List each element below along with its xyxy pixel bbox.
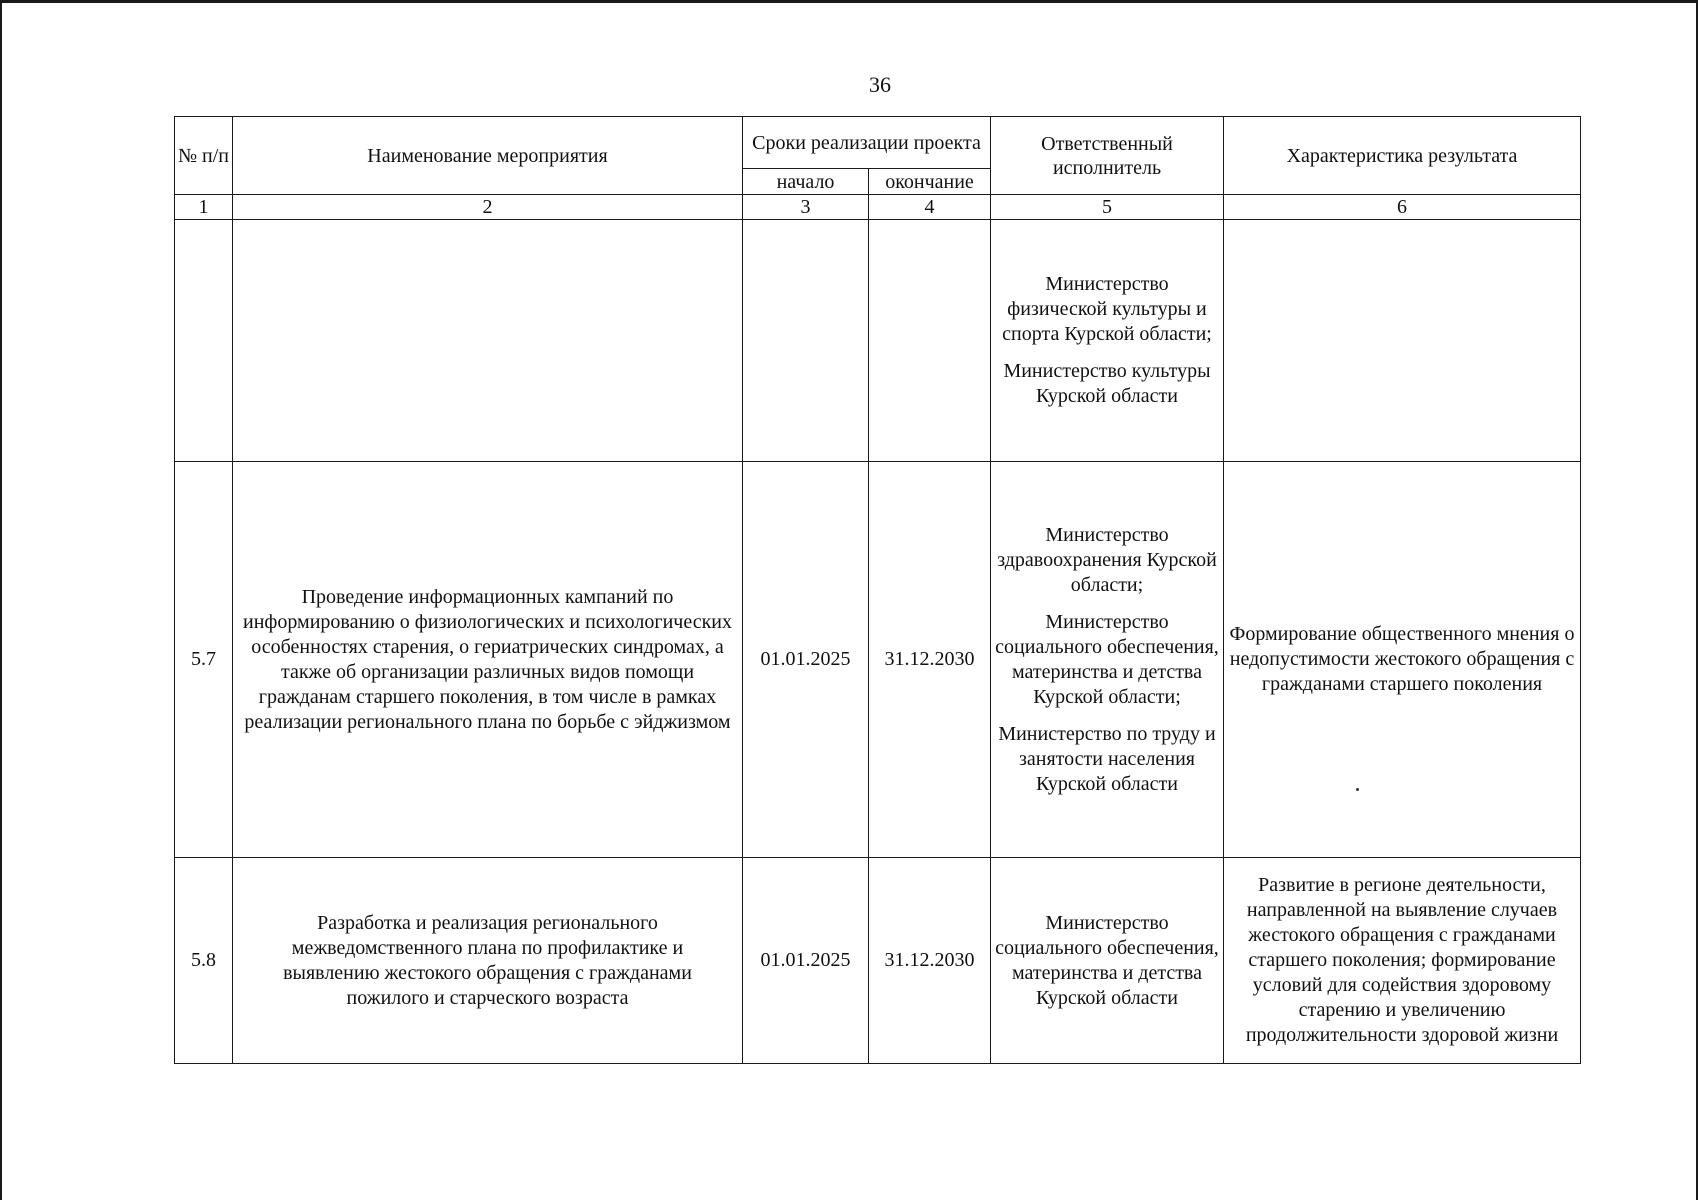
column-number: 5 bbox=[991, 195, 1224, 220]
column-number: 1 bbox=[175, 195, 233, 220]
header-end: окончание bbox=[869, 169, 991, 195]
row-result: Развитие в регионе деятельности, направленной на выявление случаев жестокого обращения с гражданами старшего поколения; формирование условий для содействия здоровому старению и увеличению продолжительности здоровой жизни bbox=[1224, 858, 1581, 1064]
responsible-entry: Министерство социального обеспечения, материнства и детства Курской области bbox=[995, 911, 1219, 1009]
row-num bbox=[175, 220, 233, 462]
row-name bbox=[233, 220, 743, 462]
row-start bbox=[743, 220, 869, 462]
table-row bbox=[175, 220, 1581, 462]
responsible-entry: Министерство по труду и занятости населения Курской области bbox=[998, 722, 1216, 795]
row-name: Проведение информационных кампаний по информированию о физиологических и психологических особенностях старения, о гериатрических синдромах, а также об организации различных видов помощи гражданам старшего поколения, в том числе в рамках реализации регионального плана по борьбе с эйджизмом bbox=[233, 462, 743, 858]
column-number: 2 bbox=[233, 195, 743, 220]
responsible-entry: Министерство социального обеспечения, материнства и детства Курской области; bbox=[995, 610, 1219, 708]
row-responsible bbox=[991, 858, 1224, 1064]
page-border-top bbox=[0, 0, 1698, 3]
page-number: 36 bbox=[869, 72, 891, 97]
row-num: 5.7 bbox=[175, 462, 233, 858]
row-num: 5.8 bbox=[175, 858, 233, 1064]
row-responsible bbox=[991, 462, 1224, 858]
row-result: Формирование общественного мнения о недопустимости жестокого обращения с гражданами старшего поколения bbox=[1224, 462, 1581, 858]
column-number: 3 bbox=[743, 195, 869, 220]
header-start: начало bbox=[743, 169, 869, 195]
page-border-left bbox=[0, 0, 2, 1200]
responsible-entry: Министерство здравоохранения Курской области; bbox=[997, 523, 1217, 596]
column-number: 4 bbox=[869, 195, 991, 220]
row-end: 31.12.2030 bbox=[869, 462, 991, 858]
events-table bbox=[174, 116, 1581, 1064]
table-row bbox=[175, 462, 1581, 858]
row-end bbox=[869, 220, 991, 462]
row-responsible bbox=[991, 220, 1224, 462]
column-number: 6 bbox=[1224, 195, 1581, 220]
row-result bbox=[1224, 220, 1581, 462]
row-name: Разработка и реализация регионального межведомственного плана по профилактике и выявлению жестокого обращения с гражданами пожилого и старческого возраста bbox=[233, 858, 743, 1064]
header-responsible: Ответственный исполнитель bbox=[991, 117, 1224, 195]
table-row bbox=[175, 858, 1581, 1064]
header-result: Характеристика результата bbox=[1224, 117, 1581, 195]
row-end: 31.12.2030 bbox=[869, 858, 991, 1064]
responsible-entry: Министерство культуры Курской области bbox=[1003, 360, 1211, 407]
row-start: 01.01.2025 bbox=[743, 462, 869, 858]
header-num: № п/п bbox=[175, 117, 233, 195]
responsible-entry: Министерство физической культуры и спорта Курской области; bbox=[1002, 273, 1212, 345]
header-period: Сроки реализации проекта bbox=[743, 117, 991, 169]
stray-mark bbox=[1356, 788, 1359, 791]
row-start: 01.01.2025 bbox=[743, 858, 869, 1064]
table-header-row bbox=[175, 117, 1581, 169]
column-number-row bbox=[175, 195, 1581, 220]
header-name: Наименование мероприятия bbox=[233, 117, 743, 195]
